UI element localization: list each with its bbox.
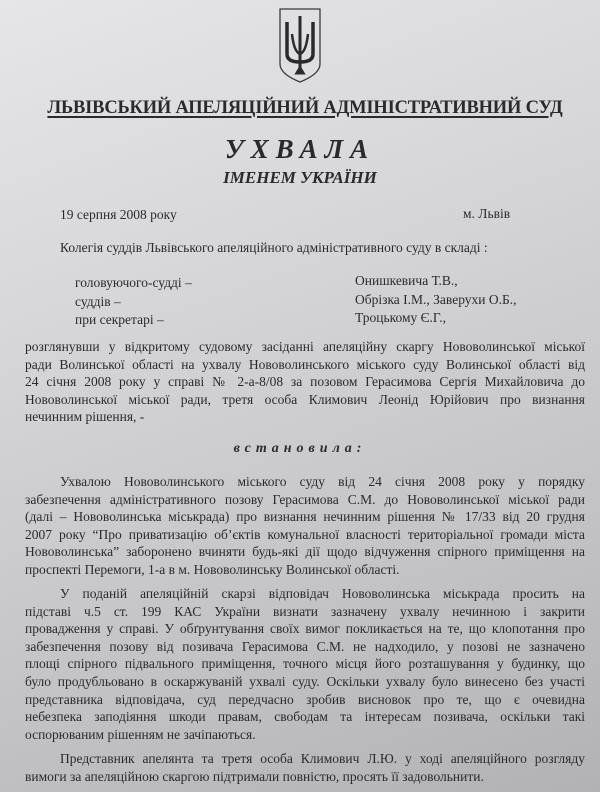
text-line: У поданій апеляційній скарзі відповідач Нововолинська міськрада просить на	[60, 586, 585, 601]
text-line: було продубльовано в оскаржуваній ухвалі суду. Оскільки ухвалу було винесено без участі	[25, 673, 585, 689]
coat-of-arms-emblem	[277, 6, 323, 84]
document-subtitle: ІМЕНЕМ УКРАЇНИ	[223, 168, 377, 187]
composition-name: Онишкевича Т.В.,	[355, 273, 458, 288]
paragraph-representative	[25, 750, 585, 785]
paragraph-appeal	[25, 585, 585, 743]
text-line: проспекті Перемоги, 1-а в м. Нововолинську Волинської області.	[25, 561, 400, 577]
text-line: розглянувши у відкритому судовому засіданні апеляційну скаргу Нововолинської міської	[25, 339, 585, 354]
college-intro: Колегія суддів Львівського апеляційного адміністративного суду в складі :	[60, 240, 488, 255]
paragraph-considering	[25, 338, 585, 426]
text-line: підставі ч.5 ст. 199 КАС України визнати зазначену ухвалу нечинною і закрити	[25, 603, 585, 619]
composition-name: Троцькому Є.Г.,	[355, 310, 446, 325]
composition-role: суддів –	[75, 294, 121, 309]
text-line: вимоги за апеляційною скаргою підтримали повністю, просять її задовольнити.	[25, 768, 484, 784]
composition-role: головуючого-судді –	[75, 275, 192, 290]
text-line: забезпечення адміністративного позову Герасимова С.М. до Нововолинської міської ради	[25, 491, 585, 507]
text-line: оспорюваним рішенням не зачіпаються.	[25, 726, 256, 742]
court-name: ЛЬВІВСЬКИЙ АПЕЛЯЦІЙНИЙ АДМІНІСТРАТИВНИЙ СУД	[47, 98, 563, 118]
text-line: небезпека заподіяння шкоди правам, свободам та інтересам позивача, оскільки такі	[25, 709, 585, 725]
established-heading: встановила:	[233, 441, 367, 456]
trident-icon	[277, 6, 323, 84]
text-line: провадження у справі. У обґрунтування своїх вимог покликається на те, що клопотання про	[25, 621, 585, 637]
composition-role: при секретарі –	[75, 312, 164, 327]
text-line: 2007 року “Про приватизацію об’єктів комунальної власності територіальної громади міста	[25, 526, 585, 542]
document-date: 19 серпня 2008 року	[60, 207, 177, 222]
composition-name: Обрізка І.М., Заверухи О.Б.,	[355, 292, 517, 307]
paragraph-ruling	[25, 473, 585, 579]
text-line: Представник апелянта та третя особа Климович Л.Ю. у ході апеляційного розгляду	[60, 751, 585, 766]
text-line: Ухвалою Нововолинського міського суду від 24 січня 2008 року у порядку	[60, 474, 585, 489]
document-title: УХВАЛА	[224, 134, 376, 164]
text-line: (далі – Нововолинська міськрада) про визнання нечинним рішення № 17/33 від 20 грудня	[25, 509, 585, 525]
text-line: нечинним рішення, -	[25, 409, 145, 425]
text-line: площі спірного підвального приміщення, точного місця його розташування у будинку, що	[25, 656, 585, 672]
text-line: представника відповідача, суд передчасно зробив висновок про те, що є очевидна	[25, 691, 585, 707]
text-line: Нововолинська” заборонено вчиняти будь-які дії щодо відчуження спірного приміщення на	[25, 544, 585, 560]
text-line: Нововолинської міської ради, третя особа Климович Леонід Юрійович про визнання	[25, 391, 585, 407]
text-line: забезпечення позову від позивача Герасимова С.М. не надходило, у позові не зазначено	[25, 638, 585, 654]
text-line: 24 січня 2008 року у справі № 2-а-8/08 за позовом Герасимова Сергія Михайловича до	[25, 374, 585, 390]
document-city: м. Львів	[463, 206, 511, 221]
text-line: ради Волинської області на ухвалу Нововолинського міського суду Волинської області від	[25, 356, 585, 372]
